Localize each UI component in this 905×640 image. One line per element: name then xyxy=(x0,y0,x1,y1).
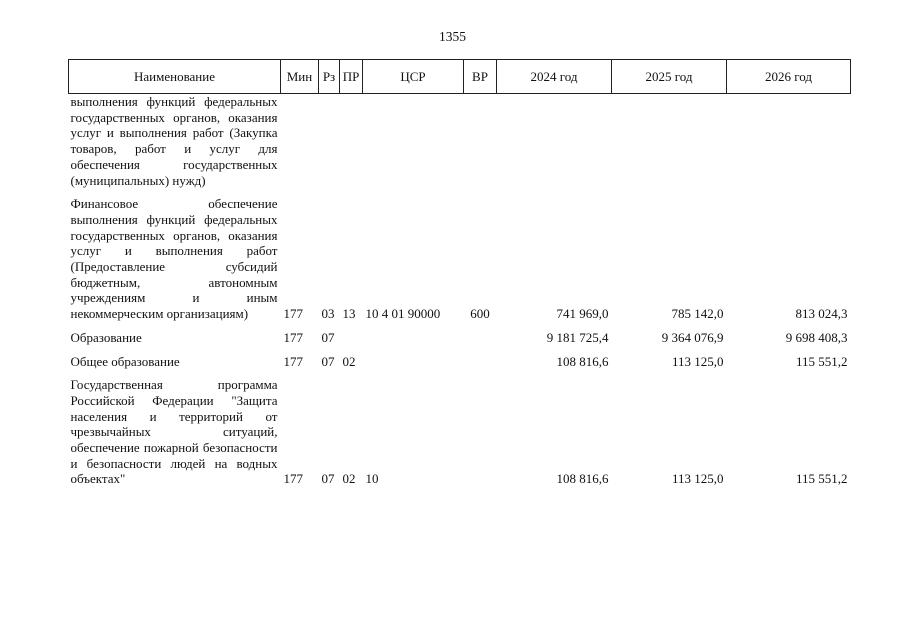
row-name: Государственная программа Российской Федерации "Защита населения и территорий от чрезвычайных ситуаций, обеспечение пожарной безопасности и безопасности людей на водных объектах" xyxy=(70,377,278,487)
row-2026: 9 698 408,3 xyxy=(785,329,848,345)
row-csr: 10 4 01 90000 xyxy=(365,306,441,322)
header-pr: ПР xyxy=(340,60,363,94)
row-vr: 600 xyxy=(470,306,490,322)
row-name: Финансовое обеспечение выполнения функций федеральных государственных органов, оказания услуг и выполнения работ (Предоставление субсидий бюджетным, автономным учреждениям и иным некоммерческим организациям) xyxy=(70,196,278,322)
header-csr: ЦСР xyxy=(363,60,464,94)
row-2026 xyxy=(727,94,851,189)
row-csr: 10 xyxy=(365,471,379,487)
table-row xyxy=(69,94,851,189)
row-pr: 02 xyxy=(342,471,356,487)
row-csr xyxy=(363,354,464,370)
row-vr xyxy=(464,330,497,346)
header-2026: 2026 год xyxy=(727,60,851,94)
row-min: 177 xyxy=(283,306,303,322)
row-2026: 813 024,3 xyxy=(795,306,848,322)
row-name: Образование xyxy=(70,329,142,345)
row-name: выполнения функций федеральных государственных органов, оказания услуг и выполнения работ (Закупка товаров, работ и услуг для обеспечения государственных (муниципальных) нужд) xyxy=(70,94,278,188)
row-2026: 115 551,2 xyxy=(795,471,848,487)
header-rz: Рз xyxy=(319,60,340,94)
header-vr: ВР xyxy=(464,60,497,94)
row-min: 177 xyxy=(283,353,303,369)
row-2026: 115 551,2 xyxy=(795,353,848,369)
table-row xyxy=(69,196,851,322)
row-vr xyxy=(464,94,497,189)
row-pr xyxy=(340,94,363,189)
row-min: 177 xyxy=(283,329,303,345)
row-rz: 07 xyxy=(321,471,335,487)
header-2024: 2024 год xyxy=(497,60,612,94)
row-rz xyxy=(319,94,340,189)
row-csr xyxy=(363,94,464,189)
row-2024: 108 816,6 xyxy=(556,471,609,487)
table-row xyxy=(69,377,851,487)
row-min xyxy=(281,94,319,189)
row-2024: 9 181 725,4 xyxy=(546,329,609,345)
budget-table xyxy=(68,59,851,487)
row-rz: 07 xyxy=(321,329,335,345)
row-2025: 113 125,0 xyxy=(671,471,724,487)
row-vr xyxy=(464,354,497,370)
table-row xyxy=(69,354,851,370)
table-row xyxy=(69,330,851,346)
row-2025: 9 364 076,9 xyxy=(661,329,724,345)
row-2024: 741 969,0 xyxy=(556,306,609,322)
table-body xyxy=(69,94,851,488)
row-pr: 13 xyxy=(342,306,356,322)
row-2024 xyxy=(497,94,612,189)
table-header xyxy=(69,60,851,94)
row-pr xyxy=(340,330,363,346)
header-min: Мин xyxy=(281,60,319,94)
row-2025: 785 142,0 xyxy=(671,306,724,322)
row-vr xyxy=(464,377,497,487)
row-min: 177 xyxy=(283,471,303,487)
row-rz: 07 xyxy=(321,353,335,369)
row-2025 xyxy=(612,94,727,189)
header-2025: 2025 год xyxy=(612,60,727,94)
row-2025: 113 125,0 xyxy=(671,353,724,369)
row-csr xyxy=(363,330,464,346)
row-name: Общее образование xyxy=(70,353,180,369)
header-name: Наименование xyxy=(69,60,281,94)
row-2024: 108 816,6 xyxy=(556,353,609,369)
row-pr: 02 xyxy=(342,353,356,369)
page-number: 1355 xyxy=(439,29,466,44)
row-rz: 03 xyxy=(321,306,335,322)
